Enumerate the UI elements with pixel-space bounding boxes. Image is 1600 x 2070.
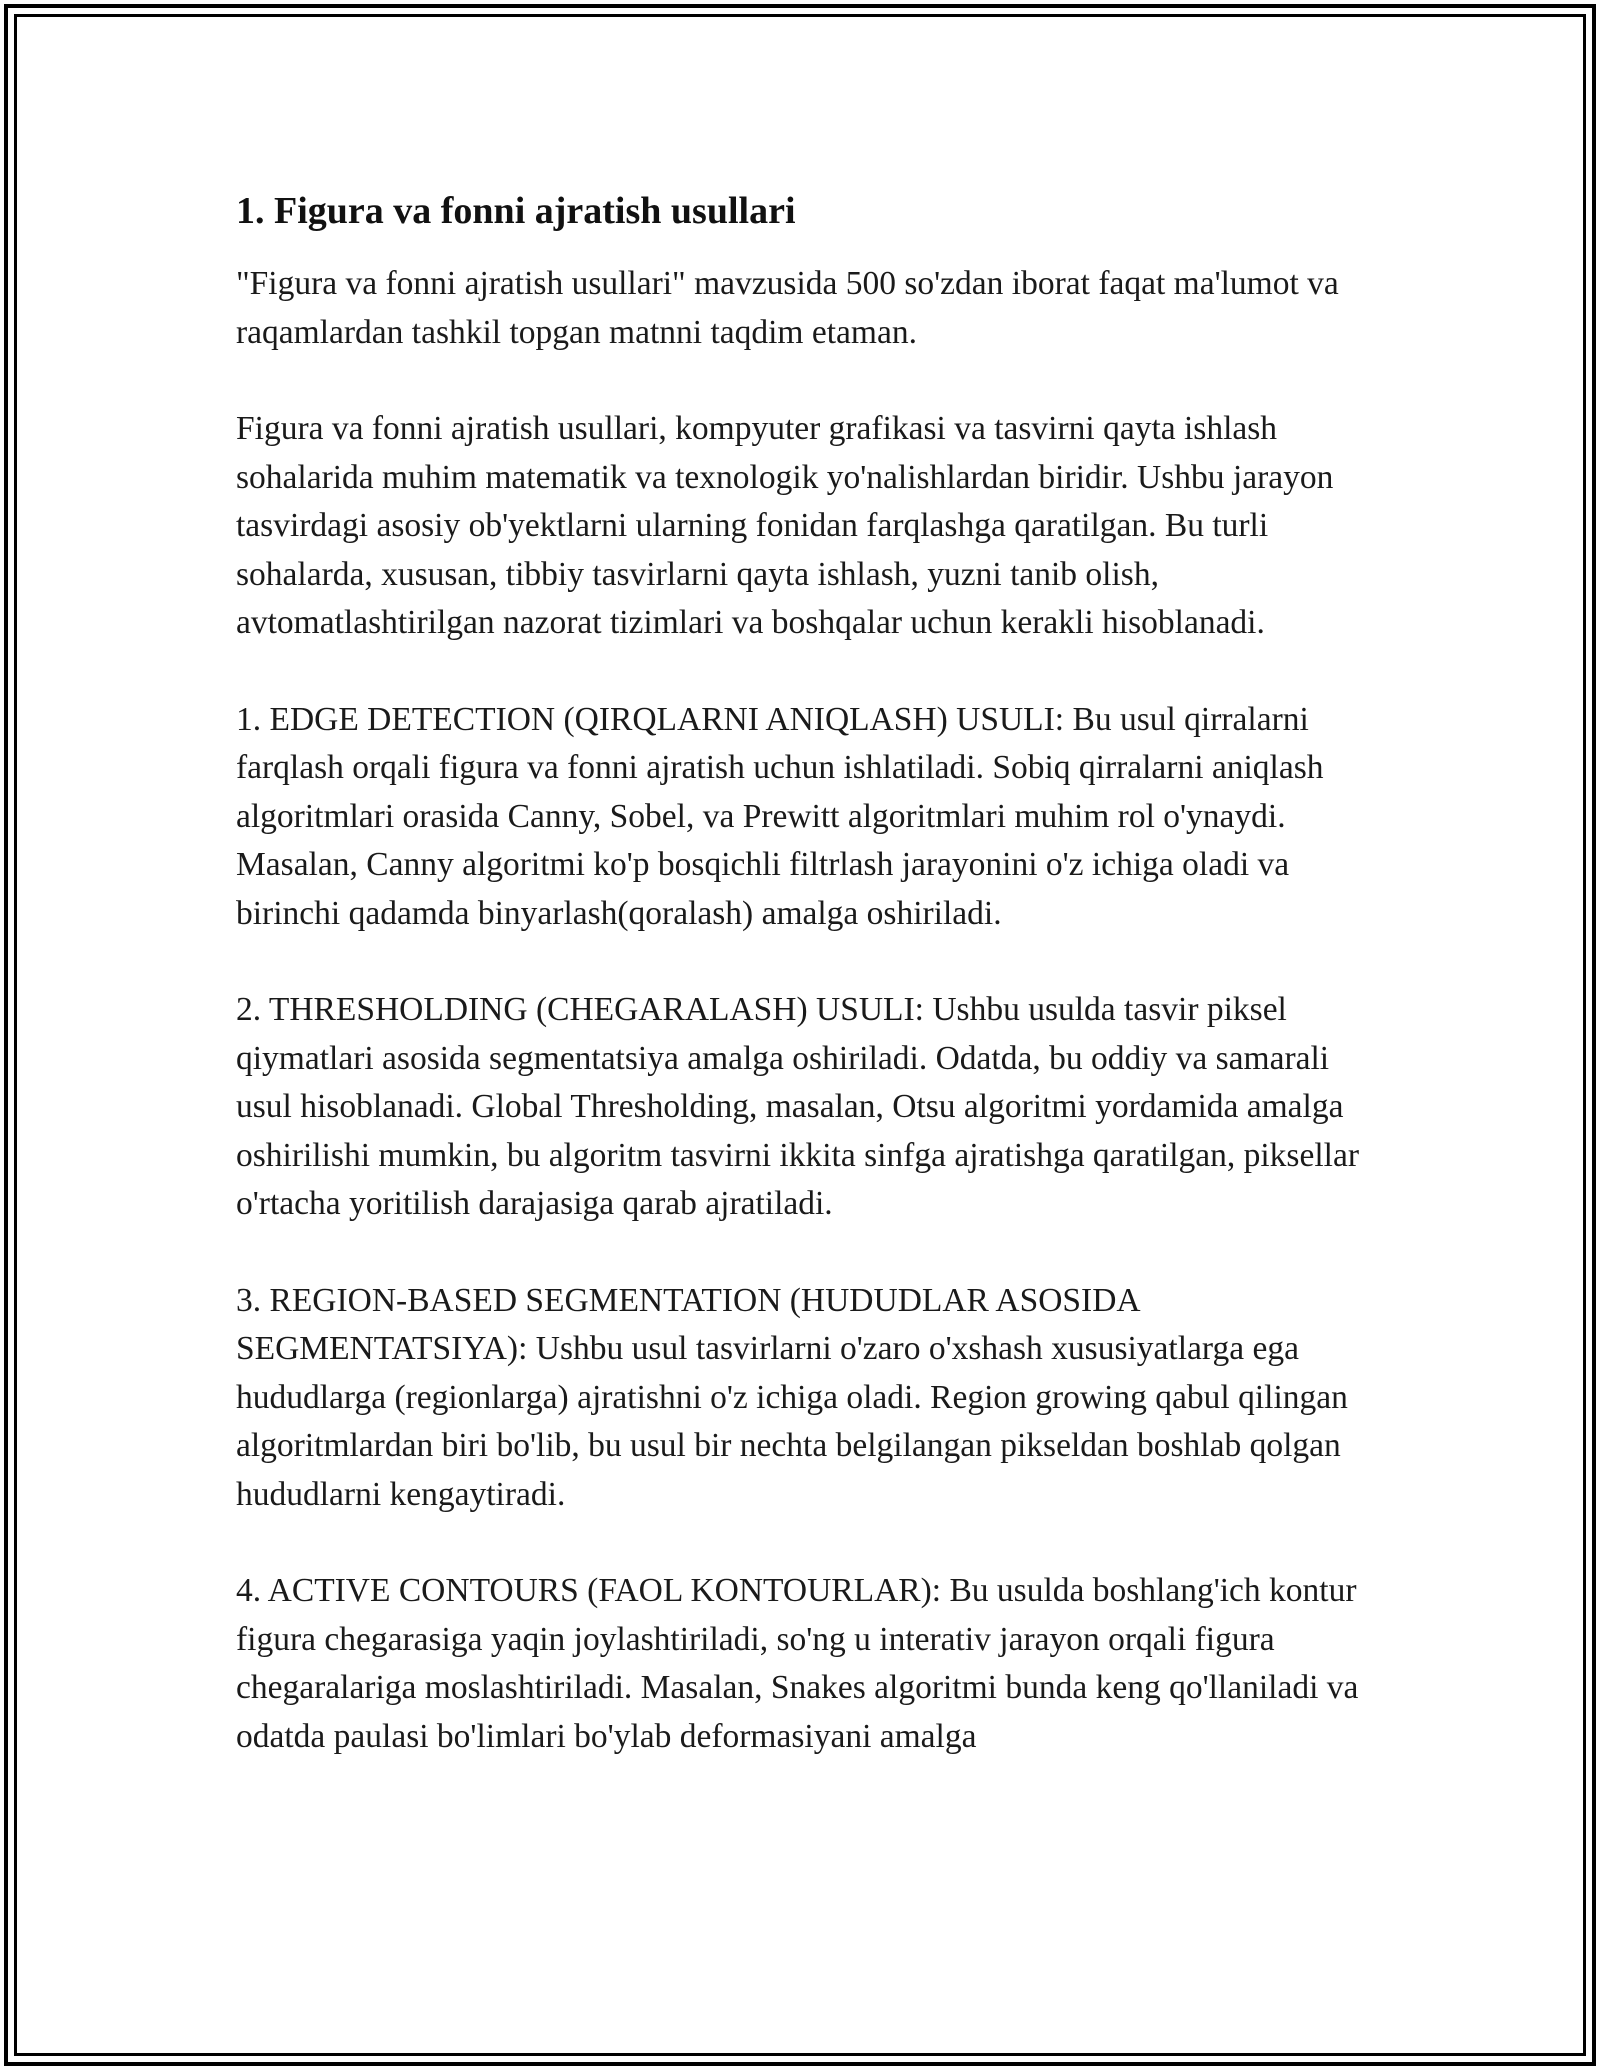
document-body (236, 185, 1376, 1809)
active-contours-paragraph: 4. ACTIVE CONTOURS (FAOL KONTOURLAR): Bu usulda boshlang'ich kontur figura chegarasiga yaqin joylashtiriladi, so'ng u interativ jarayon orqali figura chegaralariga moslashtiriladi. Masalan, Snakes algoritmi bunda keng qo'llaniladi va odatda paulasi bo'limlari bo'ylab deformasiyani amalga (236, 1572, 1359, 1755)
thresholding-paragraph: 2. THRESHOLDING (CHEGARALASH) USULI: Ushbu usulda tasvir piksel qiymatlari asosida segmentatsiya amalga oshiriladi. Odatda, bu oddiy va samarali usul hisoblanadi. Global Thresholding, masalan, Otsu algoritmi yordamida amalga oshirilishi mumkin, bu algoritm tasvirni ikkita sinfga ajratishga qaratilgan, piksellar o'rtacha yoritilish darajasiga qarab ajratiladi. (236, 991, 1359, 1222)
region-based-paragraph: 3. REGION-BASED SEGMENTATION (HUDUDLAR ASOSIDA SEGMENTATSIYA): Ushbu usul tasvirlarni o'zaro o'xshash xususiyatlarga ega hududlarga (regionlarga) ajratishni o'z ichiga oladi. Region growing qabul qilingan algoritmlardan biri bo'lib, bu usul bir nechta belgilangan pikseldan boshlab qolgan hududlarni kengaytiradi. (236, 1281, 1348, 1513)
intro-paragraph: "Figura va fonni ajratish usullari" mavzusida 500 so'zdan iborat faqat ma'lumot va raqamlardan tashkil topgan matnni taqdim etaman. (236, 265, 1339, 351)
document-title: 1. Figura va fonni ajratish usullari (236, 190, 796, 232)
edge-detection-paragraph: 1. EDGE DETECTION (QIRQLARNI ANIQLASH) USULI: Bu usul qirralarni farqlash orqali figura va fonni ajratish uchun ishlatiladi. Sobiq qirralarni aniqlash algoritmlari orasida Canny, Sobel, va Prewitt algoritmlari muhim rol o'ynaydi. Masalan, Canny algoritmi ko'p bosqichli filtrlash jarayonini o'z ichiga oladi va birinchi qadamda binyarlash(qoralash) amalga oshiriladi. (236, 700, 1324, 932)
overview-paragraph: Figura va fonni ajratish usullari, kompyuter grafikasi va tasvirni qayta ishlash sohalarida muhim matematik va texnologik yo'nalishlardan biridir. Ushbu jarayon tasvirdagi asosiy ob'yektlarni ularning fonidan farqlashga qaratilgan. Bu turli sohalarda, xususan, tibbiy tasvirlarni qayta ishlash, yuzni tanib olish, avtomatlashtirilgan nazorat tizimlari va boshqalar uchun kerakli hisoblanadi. (236, 410, 1334, 641)
